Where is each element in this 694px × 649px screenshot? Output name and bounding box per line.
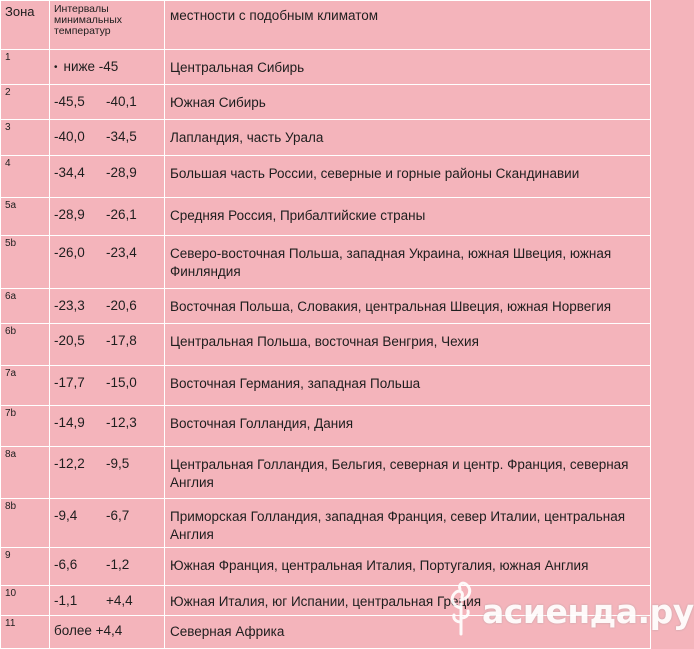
interval-high: -6,7 [106,508,130,524]
interval-cell [50,288,165,323]
region-text: Южная Италия, юг Испании, центральная Греция [170,593,482,609]
interval-low: -26,0 [54,245,85,261]
interval-high: -40,1 [106,93,137,109]
zone-number: 9 [1,548,50,586]
interval-low: -17,7 [54,375,85,391]
region-text: Северо-восточная Польша, западная Украина, южная Швеция, южная Финляндия [170,246,612,280]
table-row [1,288,651,323]
interval-high: -12,3 [106,414,137,430]
interval-cell [50,616,165,649]
region-text: Приморская Голландия, западная Франция, север Италии, центральная Англия [170,509,626,543]
bullet-icon: • [54,62,58,73]
zone-number: 5a [1,198,50,236]
watermark [446,578,694,636]
region-text: Центральная Сибирь [170,60,305,75]
region-text: Восточная Польша, Словакия, центральная Швеция, южная Норвегия [170,298,612,314]
interval-low: -12,2 [54,455,85,471]
region-cell [165,198,651,236]
zone-number: 8b [1,499,50,548]
table-row [1,84,651,120]
region-cell [165,236,651,289]
region-text: Северная Африка [170,624,285,640]
table-row [1,236,651,289]
region-cell [165,366,651,406]
region-cell [165,50,651,85]
zone-number: 4 [1,155,50,198]
interval-high: -1,2 [106,557,130,573]
region-text: Средняя Россия, Прибалтийские страны [170,208,426,224]
interval-high: -26,1 [106,207,137,223]
interval-high: -34,5 [106,129,137,145]
interval-low: -34,4 [54,164,85,180]
region-text: Центральная Польша, восточная Венгрия, Чехия [170,333,479,349]
region-text: Лапландия, часть Урала [170,130,324,146]
interval-low: -20,5 [54,332,85,348]
zone-number: 8a [1,446,50,499]
interval-low: -45,5 [54,93,85,109]
region-cell [165,155,651,198]
interval-cell [50,499,165,548]
table-row [1,155,651,198]
interval-low: -14,9 [54,414,85,430]
region-cell [165,120,651,156]
region-text: Восточная Голландия, Дания [170,415,354,431]
table-row [1,323,651,366]
header-zone: Зона [1,1,50,50]
table-row [1,198,651,236]
zone-number: 2 [1,84,50,120]
interval-low: -6,6 [54,557,78,573]
zone-number: 3 [1,120,50,156]
interval-high: -28,9 [106,164,137,180]
interval-cell [50,366,165,406]
interval-cell [50,585,165,616]
table-header-row [1,1,651,50]
plant-logo-icon [446,578,476,636]
interval-low: -40,0 [54,129,85,145]
zone-number: 11 [1,616,50,649]
zone-number: 5b [1,236,50,289]
interval-cell [50,405,165,446]
interval-high: -15,0 [106,375,137,391]
zone-number: 7a [1,366,50,406]
region-cell [165,323,651,366]
table-row [1,50,651,85]
interval-high: -20,6 [106,297,137,313]
zone-number: 1 [1,50,50,85]
region-cell [165,405,651,446]
interval-high: +4,4 [106,592,133,608]
interval-cell [50,446,165,499]
watermark-text: асиенда.ру [482,591,694,631]
zone-number: 6a [1,288,50,323]
table-row [1,366,651,406]
header-regions: местности с подобным климатом [165,1,651,50]
interval-high: -17,8 [106,332,137,348]
interval-low: -9,4 [54,508,78,524]
interval-high: -9,5 [106,455,130,471]
interval-cell [50,236,165,289]
header-intervals: Интервалы минимальных температур [50,1,165,50]
region-cell [165,446,651,499]
interval-cell [50,50,165,85]
region-text: Центральная Голландия, Бельгия, северная и центр. Франция, северная Англия [170,456,629,490]
region-text: Восточная Германия, западная Польша [170,376,421,392]
region-text: Большая часть России, северные и горные районы Скандинавии [170,165,580,181]
region-cell [165,499,651,548]
table-row [1,405,651,446]
interval-text: более +4,4 [54,623,123,639]
interval-cell [50,155,165,198]
table-row [1,499,651,548]
zone-number: 6b [1,323,50,366]
interval-cell [50,323,165,366]
region-cell [165,84,651,120]
region-cell [165,288,651,323]
interval-low: -1,1 [54,592,78,608]
region-text: Южная Франция, центральная Италия, Португалия, южная Англия [170,558,589,574]
interval-cell [50,548,165,586]
interval-low: -28,9 [54,207,85,223]
table-row [1,120,651,156]
interval-cell [50,198,165,236]
interval-low: -23,3 [54,297,85,313]
interval-high: -23,4 [106,245,137,261]
zone-number: 10 [1,585,50,616]
region-text: Южная Сибирь [170,94,266,110]
table-row [1,446,651,499]
interval-cell [50,120,165,156]
interval-text: ниже -45 [63,59,119,74]
interval-cell [50,84,165,120]
zone-number: 7b [1,405,50,446]
